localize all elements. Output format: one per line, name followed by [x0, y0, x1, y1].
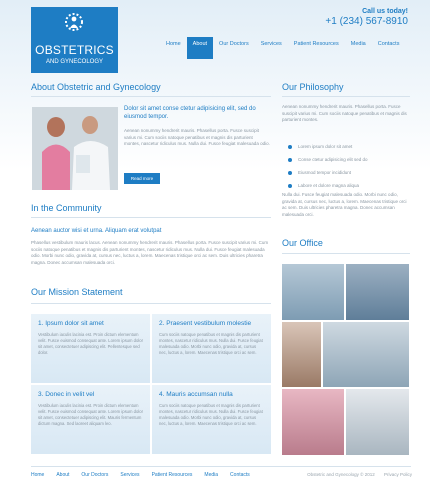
list-item-label: Eiusmod tempor incididunt [298, 170, 352, 175]
bullet-icon [288, 171, 292, 175]
logo-subtitle: AND GYNECOLOGY [45, 59, 103, 65]
about-text: Aenean nonummy hendrerit mauris. Phasellus porta. Fusce suscipit varius mi. Cum sociis natoque penatibus et magnis dis parturient montes, nascetur ridiculus mus. Nulla dui. Fusce feugiat malesuada odio. [124, 128, 270, 147]
list-item [288, 140, 368, 153]
office-photo[interactable] [346, 264, 409, 320]
footer-link-media[interactable]: Media [204, 472, 219, 478]
bullet-icon [288, 184, 292, 188]
mission-item [31, 385, 150, 454]
divider [282, 96, 410, 97]
nav-patient-resources[interactable]: Patient Resources [293, 41, 339, 47]
footer-link-contacts[interactable]: Contacts [230, 472, 250, 478]
nav-contacts[interactable]: Contacts [377, 41, 400, 47]
mission-item [152, 314, 271, 383]
list-item-label: Labore et dolore magna aliqua [298, 183, 360, 188]
privacy-link[interactable]: Privacy Policy [383, 472, 412, 477]
site-logo[interactable] [31, 7, 118, 73]
list-item-label: Lorem ipsum dolor sit amet [298, 144, 353, 149]
nav-our-doctors[interactable]: Our Doctors [219, 41, 249, 47]
footer-link-our-doctors[interactable]: Our Doctors [81, 472, 109, 478]
divider [31, 217, 271, 218]
footer-link-patient-resources[interactable]: Patient Resources [151, 472, 193, 478]
mission-item [31, 314, 150, 383]
nav-about[interactable]: About [187, 37, 213, 59]
copyright [307, 472, 412, 477]
mission-item-title: 3. Donec in velit vel [38, 391, 95, 398]
call-label: Call us today! [362, 8, 408, 15]
office-photo[interactable] [346, 389, 409, 455]
nav-home[interactable]: Home [166, 41, 181, 47]
about-title: About Obstetric and Gynecology [31, 82, 161, 92]
logo-title: OBSTETRICS [35, 43, 114, 57]
mission-item [152, 385, 271, 454]
mission-item-title: 1. Ipsum dolor sit amet [38, 320, 104, 327]
philosophy-text: Aenean nonummy hendrerit mauris. Phasellus porta. Fusce suscipit varius mi. Cum sociis natoque penatibus et magnis dis parturient montes. [282, 104, 407, 123]
bullet-icon [288, 145, 292, 149]
divider [31, 303, 271, 304]
doctor-patient-photo [32, 107, 118, 190]
mission-item-title: 4. Mauris accumsan nulla [159, 391, 233, 398]
community-title: In the Community [31, 203, 102, 213]
mission-item-text: Vestibulum iaculis lacinia est. Proin dictum elementum velit. Fusce euismod consequat ante. Lorem ipsum dolor sit amet, consectetuer adipiscing elit. Pellentesque sed dolor. [38, 332, 143, 355]
mission-grid [31, 314, 271, 454]
office-photo[interactable] [282, 389, 344, 455]
mother-child-emblem-icon [64, 12, 84, 32]
mission-item-text: Cum sociis natoque penatibus et magnis dis parturient montes, nascetur ridiculus mus. Nulla dui. Fusce feugiat malesuada odio. Morbi nunc odio, gravida at, cursus nec, luctus a, lorem. Maecenas tristique orci ac sem. [159, 403, 263, 426]
philosophy-list [288, 140, 368, 192]
mission-item-text: Vestibulum iaculis lacinia est. Proin dictum elementum velit. Fusce euismod consequat ante. Lorem ipsum dolor sit amet, consectetuer adipiscing elit. Mauris fermentum dictum magna. Sed laoreet aliquam leo. [38, 403, 143, 426]
footer-link-about[interactable]: About [56, 472, 70, 478]
nav-services[interactable]: Services [260, 41, 282, 47]
office-photo[interactable] [282, 322, 321, 387]
footer-divider [31, 466, 411, 467]
read-more-button[interactable]: Read more [124, 173, 160, 184]
divider [31, 96, 271, 97]
community-lead: Aenean auctor wisi et urna. Aliquam erat volutpat [31, 228, 162, 234]
about-lead: Dolor sit amet conse ctetur adipisicing elit, sed do eiusmod tempor. [124, 106, 256, 120]
divider [282, 253, 410, 254]
bullet-icon [288, 158, 292, 162]
philosophy-text-2: Nulla dui. Fusce feugiat malesuada odio. Morbi nunc odio, gravida at, cursus nec, luctus a, lorem. Maecenas tristique orci ac sem. Duis ultricies pharetra magna. Donec accumsan malesuada orci. [282, 192, 407, 217]
main-nav [160, 37, 405, 59]
footer-nav [31, 472, 262, 478]
list-item-label: Conse ctetur adipisicing elit sed do [298, 157, 368, 162]
footer-link-home[interactable]: Home [31, 472, 45, 478]
office-gallery [282, 264, 409, 455]
list-item [288, 153, 368, 166]
mission-item-title: 2. Praesent vestibulum molestie [159, 320, 252, 327]
list-item [288, 166, 368, 179]
office-photo[interactable] [323, 322, 409, 387]
footer-link-services[interactable]: Services [120, 472, 140, 478]
mission-item-text: Cum sociis natoque penatibus et magnis dis parturient montes, nascetur ridiculus mus. Nulla dui. Fusce feugiat malesuada odio. Morbi nunc odio, gravida at, cursus nec, luctus a, lorem. Maecenas tristique orci ac sem. [159, 332, 263, 355]
phone-number[interactable]: +1 (234) 567-8910 [325, 16, 408, 27]
copyright-text: Obstetric and Gynecology © 2012 [307, 472, 375, 477]
nav-media[interactable]: Media [350, 41, 366, 47]
office-title: Our Office [282, 238, 323, 248]
mission-title: Our Mission Statement [31, 287, 123, 297]
office-photo[interactable] [282, 264, 344, 320]
community-text: Phasellus vestibulum mauris lacus. Aenean nonummy hendrerit mauris. Phasellus porta. Fusce suscipit varius mi. Cum sociis natoque penatibus et magnis dis parturient montes, nascetur ridiculus mus. Nulla dui. Fusce feugiat malesuada odio. Morbi nunc odio, gravida at, cursus nec, luctus a, lorem. Maecenas tristique orci ac sem. Duis ultricies pharetra magna. Donec accumsan malesuada orci. [31, 240, 269, 265]
philosophy-title: Our Philosophy [282, 82, 344, 92]
list-item [288, 179, 368, 192]
